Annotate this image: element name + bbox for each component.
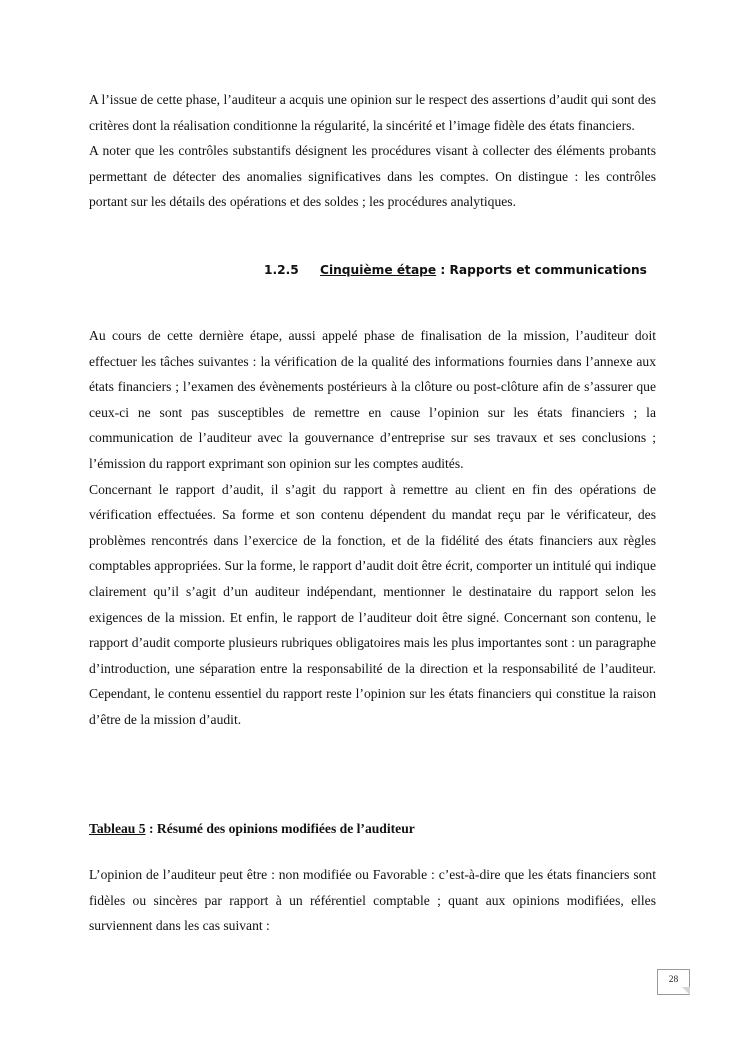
page-number: 28 bbox=[668, 975, 679, 985]
paragraph-finalisation-tasks: Au cours de cette dernière étape, aussi appelé phase de finalisation de la mission, l’auditeur doit effectuer les tâches suivantes : la vérification de la qualité des informations fournies dans l’annexe aux états financiers ; l’examen des évènements postérieurs à la clôture ou post-clôture afin de s’assurer que ceux-ci ne sont pas susceptibles de remettre en cause l’opinion sur les états financiers ; la communication de l’auditeur avec la gouvernance d’entreprise sur ses travaux et ses conclusions ; l’émission du rapport exprimant son opinion sur les comptes audités. bbox=[89, 328, 656, 471]
page-curl-icon bbox=[682, 987, 690, 995]
paragraph-audit-report: Concernant le rapport d’audit, il s’agit du rapport à remettre au client en fin des opérations de vérification effectuées. Sa forme et son contenu dépendent du mandat reçu par le vérificateur, des problèmes rencontrés dans l’exercice de la fonction, et de la fidélité des états financiers aux règles comptables appropriées. Sur la forme, le rapport d’audit doit être écrit, comporter un intitulé qui indique clairement qu’il s’agit d’un auditeur indépendant, mentionner le destinataire du rapport selon les exigences de la mission. Et enfin, le rapport de l’auditeur doit être signé. Concernant son contenu, le rapport d’audit comporte plusieurs rubriques obligatoires mais les plus importantes sont : un paragraphe d’introduction, une séparation entre la responsabilité de la direction et la responsabilité de l’auditeur. Cependant, le contenu essentiel du rapport reste l’opinion sur les états financiers qui constitue la raison d’être de la mission d’audit. bbox=[89, 481, 656, 727]
section-title bbox=[320, 257, 656, 284]
paragraph-audit-opinion: A l’issue de cette phase, l’auditeur a acquis une opinion sur le respect des assertions d’audit qui sont des critères dont la réalisation conditionne la régularité, la sincérité et l’image fidèle des états financiers. bbox=[89, 92, 656, 133]
page-number-box bbox=[657, 969, 690, 995]
section-title-underlined: Cinquième étape bbox=[320, 263, 437, 277]
paragraph-substantive-controls: A noter que les contrôles substantifs désignent les procédures visant à collecter des éléments probants permettant de détecter des anomalies significatives dans les comptes. On distingue : les contrôles portant sur les détails des opérations et des soldes ; les procédures analytiques. bbox=[89, 143, 656, 210]
table-caption bbox=[89, 816, 656, 841]
section-number: 1.2.5 bbox=[264, 263, 299, 277]
final-stage-text-block bbox=[89, 323, 656, 733]
paragraph-auditor-opinion: L’opinion de l’auditeur peut être : non modifiée ou Favorable : c’est-à-dire que les états financiers sont fidèles ou sincères par rapport à un référentiel comptable ; quant aux opinions modifiées, elles surviennent dans les cas suivant : bbox=[89, 867, 656, 934]
table-caption-label: Tableau 5 bbox=[89, 821, 146, 836]
opinion-text-block bbox=[89, 862, 656, 939]
table-caption-text: : Résumé des opinions modifiées de l’auditeur bbox=[145, 821, 415, 836]
intro-text-block bbox=[89, 87, 656, 215]
section-title-rest: : Rapports et communications bbox=[436, 263, 647, 277]
